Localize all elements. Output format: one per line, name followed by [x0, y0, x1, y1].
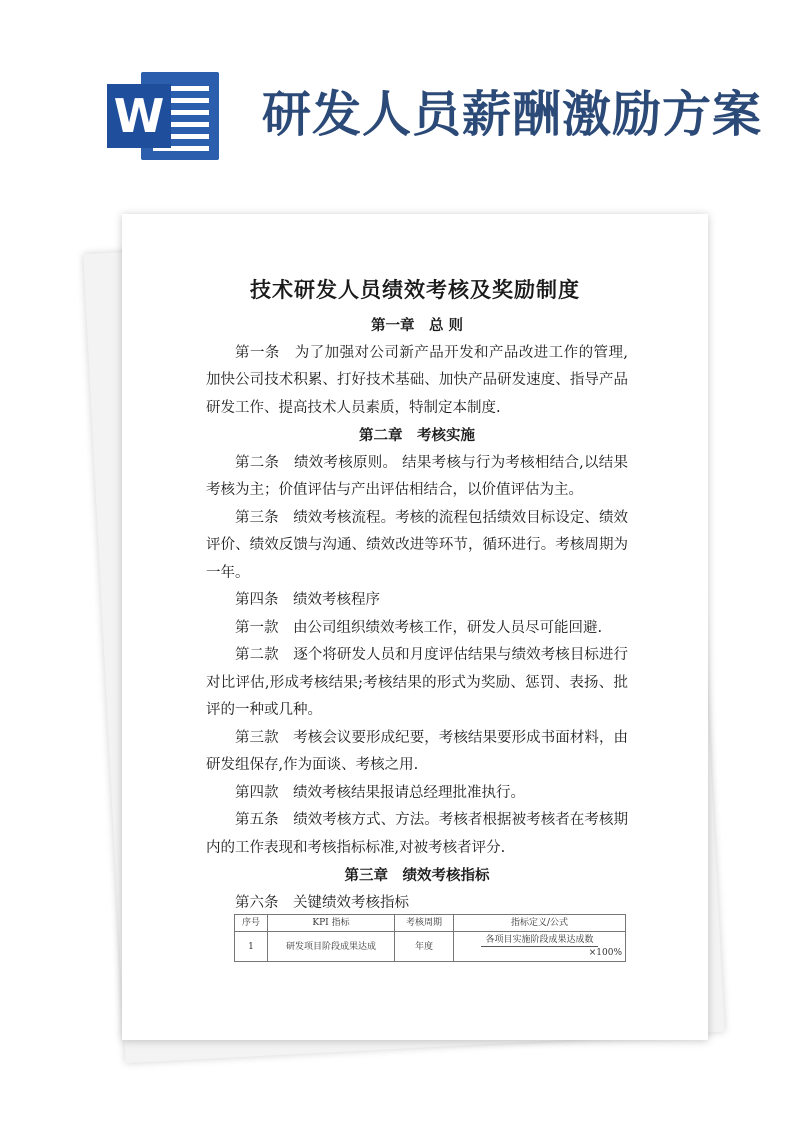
article-paragraph: 第四条 绩效考核程序 [235, 592, 380, 608]
word-app-icon [107, 72, 219, 160]
kpi-cell-no: 1 [235, 932, 268, 962]
article-paragraph: 第一条 为了加强对公司新产品开发和产品改进工作的管理,加快公司技术积累、打好技术基础、加快产品研发速度、指导产品研发工作、提高技术人员素质，特制定本制度. [206, 344, 628, 416]
kpi-cell-formula [454, 932, 626, 962]
document-title: 技术研发人员绩效考核及奖励制度 [250, 277, 580, 302]
kpi-formula-suffix: ×100% [588, 948, 622, 958]
article-paragraph: 第三条 绩效考核流程。考核的流程包括绩效目标设定、绩效评价、绩效反馈与沟通、绩效改进等环节，循环进行。考核周期为一年。 [206, 509, 628, 581]
table-row [235, 932, 626, 962]
kpi-header-period: 考核周期 [395, 915, 454, 932]
article-paragraph: 第三款 考核会议要形成纪要，考核结果要形成书面材料，由研发组保存,作为面谈、考核之用. [206, 729, 628, 773]
document-body [206, 312, 628, 917]
kpi-formula-numerator: 各项目实施阶段成果达成数 [481, 934, 597, 947]
article-paragraph: 第一款 由公司组织绩效考核工作，研发人员尽可能回避. [235, 619, 603, 636]
kpi-cell-period: 年度 [395, 932, 454, 962]
article-paragraph: 第二条 绩效考核原则。 结果考核与行为考核相结合,以结果考核为主；价值评估与产出评估相结合，以价值评估为主。 [206, 454, 628, 498]
document-page [122, 214, 708, 1040]
article-paragraph: 第四款 绩效考核结果报请总经理批准执行。 [235, 784, 525, 801]
chapter-heading: 第三章 绩效考核指标 [344, 867, 490, 884]
article-paragraph: 第二款 逐个将研发人员和月度评估结果与绩效考核目标进行对比评估,形成考核结果;考核结果的形式为奖励、惩罚、表扬、批评的一种或几种。 [206, 647, 628, 718]
banner-title: 研发人员薪酬激励方案 [262, 86, 763, 143]
kpi-cell-indicator: 研发项目阶段成果达成 [268, 932, 395, 962]
kpi-header-formula: 指标定义/公式 [454, 915, 626, 932]
chapter-heading: 第二章 考核实施 [359, 427, 475, 444]
word-letter-badge: W [107, 84, 171, 148]
kpi-table [234, 914, 626, 962]
kpi-header-indicator: KPI 指标 [268, 915, 395, 932]
kpi-table-header-row [235, 915, 626, 932]
article-paragraph: 第六条 关键绩效考核指标 [235, 894, 409, 911]
kpi-header-no: 序号 [235, 915, 268, 932]
chapter-heading: 第一章 总 则 [370, 317, 464, 334]
article-paragraph: 第五条 绩效考核方式、方法。考核者根据被考核者在考核期内的工作表现和考核指标标准,对被考核者评分. [206, 812, 628, 856]
